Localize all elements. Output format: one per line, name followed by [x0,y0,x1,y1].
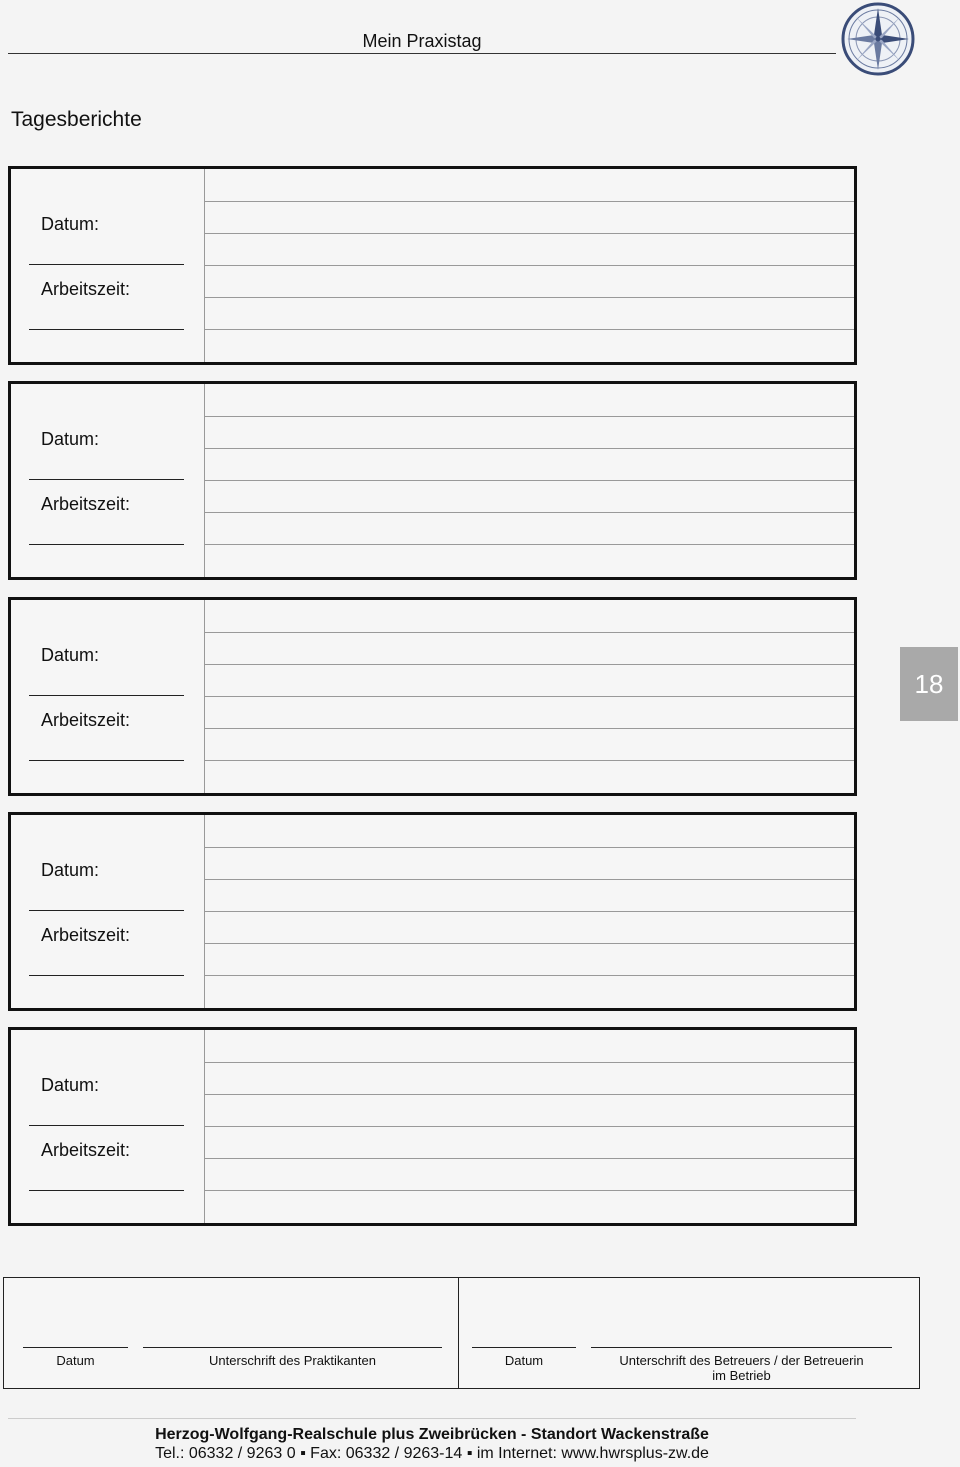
ruled-line [205,1158,854,1159]
report-text-area[interactable] [205,169,854,362]
report-meta-column [11,384,205,577]
footer-contact: Tel.: 06332 / 9263 0 ▪ Fax: 06332 / 9263-14 ▪ im Internet: www.hwrsplus-zw.de [155,1445,709,1462]
ruled-line [205,975,854,976]
supervisor-signature-field[interactable] [591,1347,892,1348]
work-time-label: Arbeitszeit: [41,494,131,514]
date-field[interactable] [29,910,184,911]
signature-divider [458,1278,459,1388]
ruled-line [205,416,854,417]
ruled-line [205,1126,854,1127]
ruled-line [205,233,854,234]
ruled-line [205,480,854,481]
report-text-area[interactable] [205,1030,854,1223]
header-rule [8,53,836,54]
ruled-line [205,664,854,665]
date-label: Datum: [41,1075,100,1095]
work-time-field[interactable] [29,544,184,545]
date-label: Datum: [41,214,100,234]
report-box [8,381,857,580]
ruled-line [205,329,854,330]
ruled-line [205,544,854,545]
compass-rose-icon [840,2,918,82]
report-box [8,597,857,796]
date-field[interactable] [29,479,184,480]
supervisor-signature-label-line-1: Unterschrift des Betreuers / der Betreuerin [619,1353,864,1368]
report-meta-column [11,600,205,793]
footer-school-name: Herzog-Wolfgang-Realschule plus Zweibrücken - Standort Wackenstraße [155,1426,709,1443]
student-date-field[interactable] [23,1347,128,1348]
ruled-line [205,696,854,697]
ruled-line [205,728,854,729]
student-date-label: Datum [56,1353,95,1368]
footer-rule [8,1418,856,1419]
date-field[interactable] [29,264,184,265]
ruled-line [205,1062,854,1063]
ruled-line [205,512,854,513]
work-time-field[interactable] [29,1190,184,1191]
ruled-line [205,201,854,202]
ruled-line [205,265,854,266]
date-label: Datum: [41,860,100,880]
ruled-line [205,879,854,880]
work-time-field[interactable] [29,329,184,330]
ruled-line [205,297,854,298]
page-number-tab: 18 [900,647,958,721]
report-meta-column [11,169,205,362]
date-field[interactable] [29,695,184,696]
ruled-line [205,847,854,848]
work-time-label: Arbeitszeit: [41,1140,131,1160]
signature-box [3,1277,920,1389]
report-meta-column [11,815,205,1008]
supervisor-date-field[interactable] [472,1347,576,1348]
ruled-line [205,632,854,633]
date-label: Datum: [41,645,100,665]
ruled-line [205,943,854,944]
supervisor-signature-label-line-2: im Betrieb [712,1368,771,1383]
work-time-label: Arbeitszeit: [41,279,131,299]
work-time-field[interactable] [29,760,184,761]
student-signature-field[interactable] [143,1347,442,1348]
report-box [8,1027,857,1226]
report-text-area[interactable] [205,384,854,577]
report-text-area[interactable] [205,600,854,793]
ruled-line [205,760,854,761]
work-time-label: Arbeitszeit: [41,925,131,945]
report-box [8,166,857,365]
ruled-line [205,448,854,449]
date-label: Datum: [41,429,100,449]
ruled-line [205,1190,854,1191]
report-meta-column [11,1030,205,1223]
student-signature-label: Unterschrift des Praktikanten [209,1353,376,1368]
work-time-label: Arbeitszeit: [41,710,131,730]
report-box [8,812,857,1011]
section-title: Tagesberichte [11,108,142,131]
work-time-field[interactable] [29,975,184,976]
supervisor-signature-label [591,1353,892,1383]
ruled-line [205,1094,854,1095]
date-field[interactable] [29,1125,184,1126]
ruled-line [205,911,854,912]
page-title: Mein Praxistag [362,31,482,51]
supervisor-date-label: Datum [504,1353,544,1368]
report-text-area[interactable] [205,815,854,1008]
